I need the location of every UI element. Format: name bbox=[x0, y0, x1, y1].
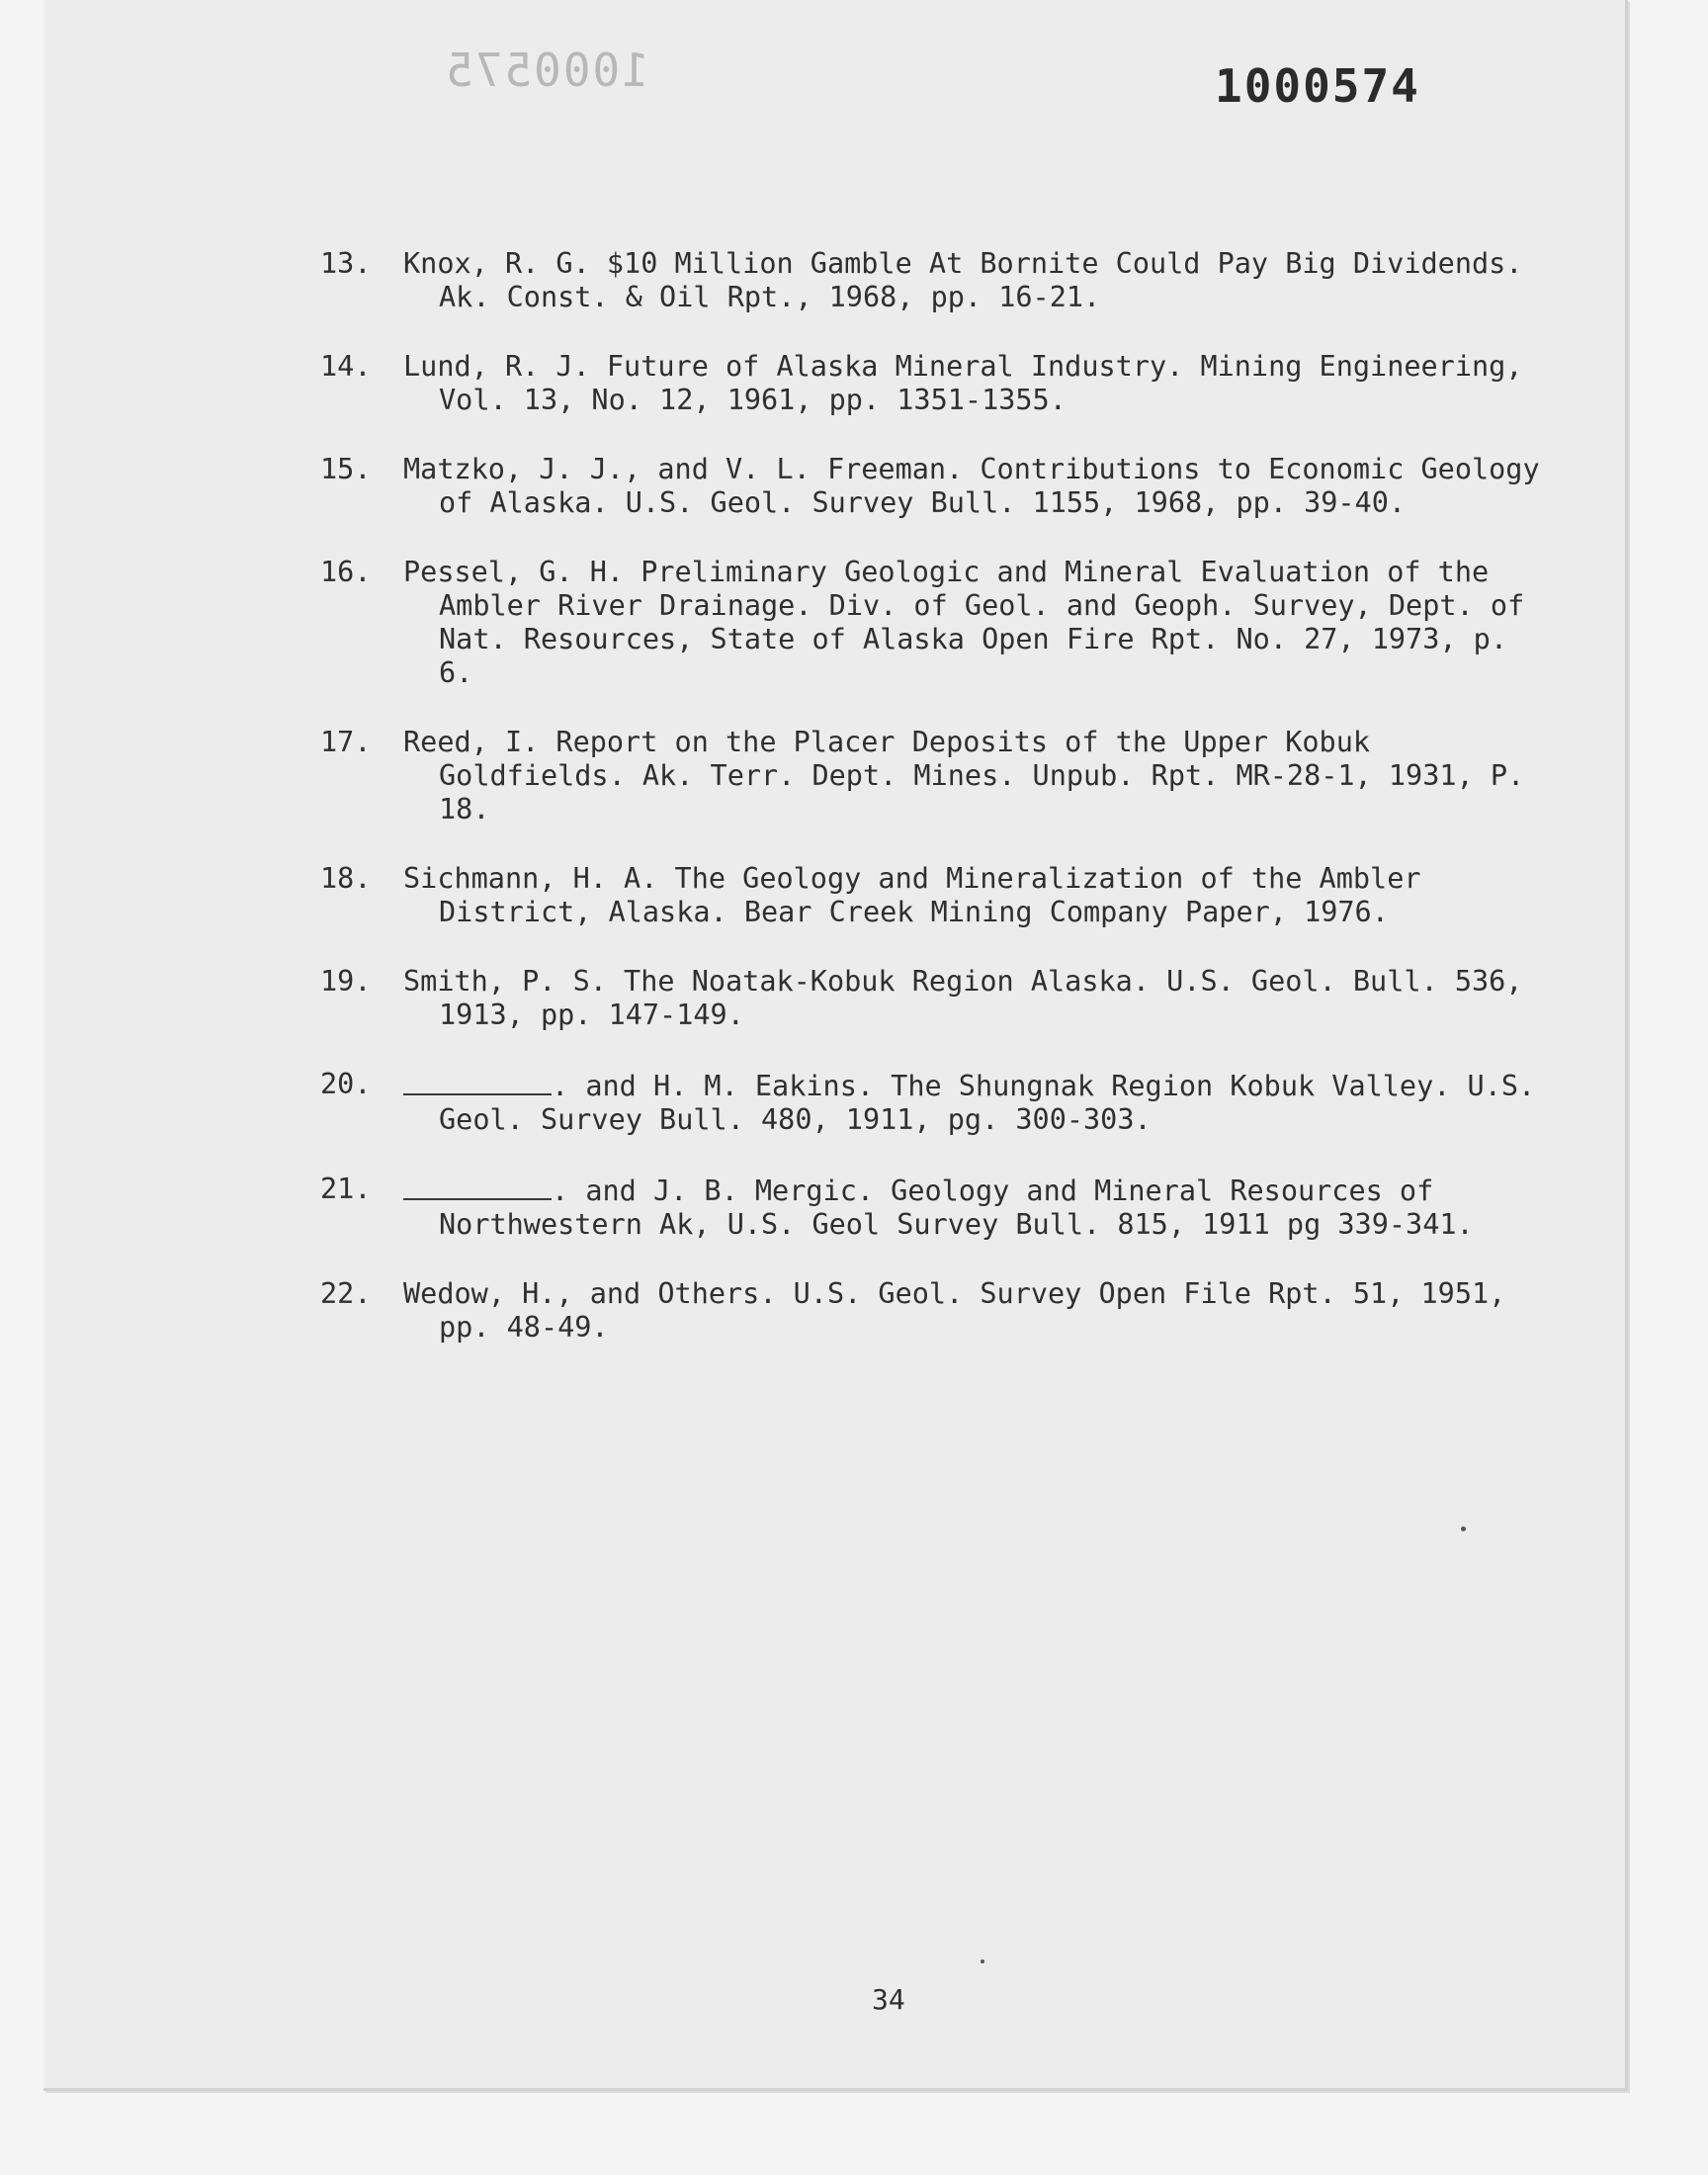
document-id-stamp: 1000574 bbox=[1215, 59, 1420, 113]
reference-item bbox=[320, 965, 1546, 1032]
reference-number: 19. bbox=[320, 965, 372, 998]
reference-text: Matzko, J. J., and V. L. Freeman. Contributions to Economic Geology of Alaska. U.S. Geol. Survey Bull. 1155, 1968, pp. 39-40. bbox=[403, 453, 1540, 519]
reference-number: 16. bbox=[320, 556, 372, 588]
reference-item bbox=[320, 350, 1546, 417]
reference-item bbox=[320, 726, 1546, 826]
reference-number: 21. bbox=[320, 1173, 372, 1205]
reference-text: Sichmann, H. A. The Geology and Mineralization of the Ambler District, Alaska. Bear Creek Mining Company Paper, 1976. bbox=[403, 862, 1421, 928]
reference-item bbox=[320, 862, 1546, 929]
page-number: 34 bbox=[872, 1983, 905, 2016]
reference-item bbox=[320, 1277, 1546, 1345]
author-repeat-blank bbox=[403, 1173, 552, 1200]
reference-item bbox=[320, 556, 1546, 690]
reference-text: Smith, P. S. The Noatak-Kobuk Region Alaska. U.S. Geol. Bull. 536, 1913, pp. 147-149. bbox=[403, 965, 1523, 1031]
reference-text: . and H. M. Eakins. The Shungnak Region Kobuk Valley. U.S. Geol. Survey Bull. 480, 1911, pg. 300-303. bbox=[439, 1070, 1536, 1136]
reference-text: Knox, R. G. $10 Million Gamble At Bornite Could Pay Big Dividends. Ak. Const. & Oil Rpt., 1968, pp. 16-21. bbox=[403, 247, 1523, 313]
reference-text: Reed, I. Report on the Placer Deposits of the Upper Kobuk Goldfields. Ak. Terr. Dept. Mines. Unpub. Rpt. MR-28-1, 1931, P. 18. bbox=[403, 726, 1525, 826]
reference-number: 15. bbox=[320, 453, 372, 485]
reference-item bbox=[320, 1068, 1546, 1137]
reference-number: 17. bbox=[320, 726, 372, 758]
document-page bbox=[43, 0, 1628, 2091]
reference-text: . and J. B. Mergic. Geology and Mineral Resources of Northwestern Ak, U.S. Geol Survey Bull. 815, 1911 pg 339-341. bbox=[439, 1174, 1474, 1241]
reference-item bbox=[320, 1173, 1546, 1242]
reference-item bbox=[320, 247, 1546, 314]
reference-text-wrapper bbox=[403, 1068, 1546, 1137]
reference-number: 18. bbox=[320, 862, 372, 895]
reference-item bbox=[320, 453, 1546, 520]
reference-text: Pessel, G. H. Preliminary Geologic and Mineral Evaluation of the Ambler River Drainage. Div. of Geol. and Geoph. Survey, Dept. of Nat. Resources, State of Alaska Open Fire Rpt. No. 27, 1973, p. 6. bbox=[403, 556, 1525, 689]
scan-speck bbox=[981, 1959, 984, 1963]
author-repeat-blank bbox=[403, 1068, 552, 1095]
reference-number: 13. bbox=[320, 247, 372, 280]
reference-number: 20. bbox=[320, 1068, 372, 1100]
reference-text-wrapper bbox=[403, 1173, 1546, 1242]
reference-list bbox=[320, 247, 1546, 1380]
scan-speck bbox=[1461, 1526, 1466, 1531]
reference-number: 14. bbox=[320, 350, 372, 383]
reference-text: Wedow, H., and Others. U.S. Geol. Survey Open File Rpt. 51, 1951, pp. 48-49. bbox=[403, 1277, 1506, 1344]
reference-text: Lund, R. J. Future of Alaska Mineral Industry. Mining Engineering, Vol. 13, No. 12, 1961, pp. 1351-1355. bbox=[403, 350, 1523, 416]
bleed-through-number: 1000575 bbox=[444, 44, 649, 97]
reference-number: 22. bbox=[320, 1277, 372, 1310]
